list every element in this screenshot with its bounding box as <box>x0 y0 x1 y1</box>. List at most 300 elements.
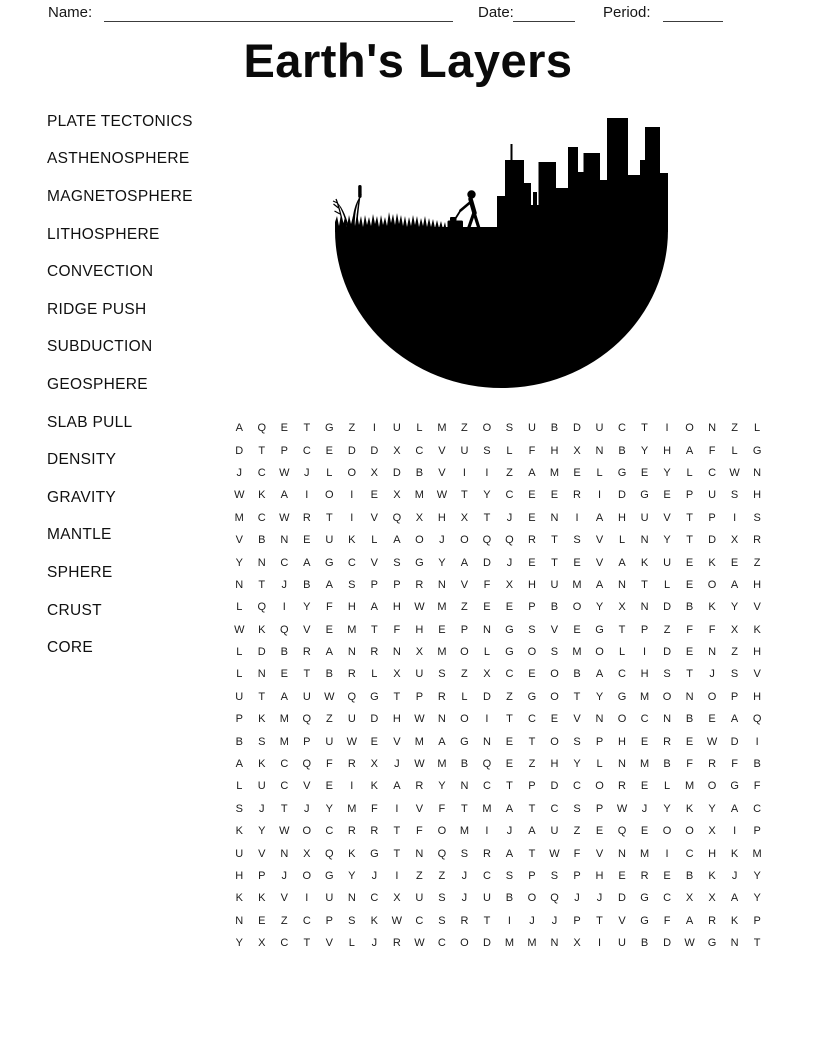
grid-letter: B <box>415 466 424 479</box>
grid-letter: O <box>437 825 447 838</box>
word-list-item: ASTHENOSPHERE <box>47 150 190 168</box>
grid-letter: Q <box>257 601 267 614</box>
grid-letter: G <box>370 690 379 703</box>
grid-letter: B <box>280 646 288 659</box>
grid-letter: K <box>730 914 739 927</box>
grid-letter: X <box>393 668 401 681</box>
grid-letter: S <box>235 802 243 815</box>
grid-letter: W <box>324 690 335 703</box>
grid-letter: K <box>708 556 716 569</box>
grid-letter: P <box>753 825 761 838</box>
grid-letter: C <box>257 511 266 524</box>
grid-letter: S <box>348 578 356 591</box>
grid-letter: U <box>392 422 401 435</box>
grid-letter: H <box>392 713 401 726</box>
grid-letter: S <box>505 870 514 882</box>
grid-letter: P <box>528 870 536 882</box>
grid-letter: X <box>415 511 424 524</box>
grid-letter: C <box>618 668 626 681</box>
grid-letter: Y <box>438 556 446 569</box>
grid-letter: P <box>280 444 288 457</box>
grid-letter: T <box>393 690 401 703</box>
word-list-item: GEOSPHERE <box>47 375 148 393</box>
word-list-item: DENSITY <box>47 451 117 469</box>
grid-letter: E <box>573 556 581 569</box>
grid-letter: I <box>485 825 489 838</box>
grid-letter: G <box>325 422 334 435</box>
grid-letter: A <box>730 802 739 815</box>
grid-letter: E <box>573 466 581 479</box>
grid-letter: O <box>302 825 312 838</box>
grid-letter: Y <box>753 870 761 882</box>
grid-letter: C <box>302 914 311 927</box>
grid-letter: C <box>280 556 289 569</box>
word-list-item: MANTLE <box>47 526 112 544</box>
grid-letter: B <box>550 601 559 614</box>
word-list <box>47 103 193 667</box>
grid-letter: K <box>708 870 716 882</box>
half-globe-shape <box>335 230 668 388</box>
grid-letter: D <box>482 556 491 569</box>
grid-letter: W <box>616 802 628 815</box>
grid-letter: I <box>305 892 309 905</box>
grid-letter: F <box>325 758 333 771</box>
grid-letter: F <box>686 623 693 636</box>
grid-letter: D <box>663 937 672 950</box>
grid-letter: J <box>371 870 378 882</box>
grid-letter: Y <box>753 892 761 905</box>
grid-letter: E <box>528 489 536 502</box>
grid-letter: F <box>483 578 491 591</box>
grid-letter: W <box>234 623 245 636</box>
grid-letter: M <box>437 646 447 659</box>
grid-letter: F <box>686 758 693 771</box>
grid-letter: F <box>325 601 333 614</box>
grid-letter: A <box>235 758 243 771</box>
grid-letter: A <box>325 578 333 591</box>
grid-letter: T <box>258 444 266 457</box>
grid-letter: Y <box>438 780 446 793</box>
grid-letter: A <box>438 735 446 748</box>
date-fill-line <box>513 4 575 22</box>
grid-letter: S <box>730 489 739 502</box>
grid-letter: K <box>640 556 649 569</box>
grid-letter: G <box>325 870 334 882</box>
grid-letter: K <box>730 847 739 860</box>
grid-letter: I <box>575 511 579 524</box>
grid-letter: X <box>708 825 716 838</box>
grid-letter: Q <box>482 534 492 547</box>
grid-letter: H <box>415 623 424 636</box>
word-list-item: SPHERE <box>47 563 113 581</box>
grid-letter: E <box>505 601 514 614</box>
grid-letter: D <box>730 735 739 748</box>
grid-letter: N <box>257 668 266 681</box>
grid-letter: V <box>235 534 243 547</box>
grid-letter: R <box>347 825 356 838</box>
grid-letter: K <box>258 489 266 502</box>
grid-letter: G <box>460 735 469 748</box>
date-label: Date: <box>478 4 514 21</box>
grid-letter: J <box>506 556 513 569</box>
grid-letter: B <box>235 735 243 748</box>
grid-letter: B <box>663 758 671 771</box>
grid-letter: C <box>482 870 491 882</box>
grid-letter: P <box>573 914 581 927</box>
grid-letter: Q <box>325 847 334 860</box>
grid-letter: U <box>347 713 356 726</box>
grid-letter: N <box>235 914 244 927</box>
grid-letter: K <box>258 713 266 726</box>
grid-letter: J <box>551 914 558 927</box>
grid-letter: M <box>437 422 447 435</box>
grid-letter: V <box>573 713 581 726</box>
grid-letter: Y <box>663 802 671 815</box>
grid-letter: T <box>303 422 311 435</box>
grid-letter: N <box>753 466 762 479</box>
grid-letter: A <box>595 578 604 591</box>
grid-letter: I <box>665 847 669 860</box>
grid-letter: O <box>550 668 559 681</box>
word-list-item: RIDGE PUSH <box>47 300 147 318</box>
grid-letter: M <box>414 489 424 502</box>
grid-letter: E <box>640 735 649 748</box>
grid-letter: X <box>303 847 311 860</box>
grid-letter: P <box>595 735 604 748</box>
grid-letter: O <box>617 713 627 726</box>
grid-letter: J <box>461 892 468 905</box>
grid-letter: N <box>437 578 446 591</box>
grid-letter: S <box>528 623 536 636</box>
grid-letter: O <box>595 646 604 659</box>
grid-letter: R <box>482 847 491 860</box>
grid-letter: V <box>595 556 604 569</box>
grid-letter: G <box>325 556 334 569</box>
grid-letter: D <box>663 601 672 614</box>
grid-letter: L <box>618 534 626 547</box>
grid-letter: T <box>686 511 693 524</box>
grid-letter: Z <box>731 646 738 659</box>
grid-letter: X <box>370 758 379 771</box>
grid-letter: N <box>663 713 672 726</box>
grid-letter: U <box>235 690 244 703</box>
grid-letter: M <box>347 623 357 636</box>
grid-letter: W <box>279 511 290 524</box>
grid-letter: C <box>618 422 626 435</box>
grid-letter: P <box>528 601 536 614</box>
grid-letter: F <box>708 444 716 457</box>
grid-letter: D <box>257 646 266 659</box>
grid-letter: H <box>235 870 244 882</box>
grid-letter: R <box>460 914 469 927</box>
grid-letter: C <box>663 892 672 905</box>
grid-letter: X <box>730 623 739 636</box>
grid-letter: T <box>551 534 558 547</box>
grid-letter: W <box>414 601 425 614</box>
grid-letter: F <box>438 802 446 815</box>
word-list-item: SUBDUCTION <box>47 338 153 356</box>
grid-letter: F <box>370 802 378 815</box>
grid-letter: Y <box>573 758 581 771</box>
grid-letter: X <box>505 578 514 591</box>
grid-letter: N <box>550 937 559 950</box>
grid-letter: R <box>302 646 311 659</box>
grid-letter: S <box>663 668 671 681</box>
grid-letter: R <box>302 511 311 524</box>
grid-letter: I <box>733 825 737 838</box>
grid-letter: V <box>370 556 379 569</box>
grid-letter: O <box>707 780 717 793</box>
grid-letter: P <box>573 870 581 882</box>
grid-letter: H <box>392 601 401 614</box>
grid-letter: E <box>303 534 311 547</box>
grid-letter: T <box>461 802 468 815</box>
grid-letter: O <box>572 601 582 614</box>
grid-letter: C <box>415 444 424 457</box>
grid-letter: C <box>370 892 379 905</box>
grid-letter: M <box>279 735 289 748</box>
grid-letter: I <box>350 780 354 793</box>
grid-letter: F <box>393 623 401 636</box>
grid-letter: B <box>303 578 311 591</box>
grid-letter: A <box>505 802 514 815</box>
grid-letter: K <box>348 534 356 547</box>
grid-letter: T <box>551 556 558 569</box>
grid-letter: V <box>753 668 761 681</box>
grid-letter: M <box>347 802 357 815</box>
grid-letter: I <box>485 713 489 726</box>
grid-letter: M <box>684 780 695 793</box>
grid-letter: H <box>595 870 604 882</box>
grid-letter: X <box>730 534 739 547</box>
word-search-grid <box>228 417 768 954</box>
grid-letter: H <box>640 668 649 681</box>
grid-letter: J <box>371 937 378 950</box>
grid-letter: W <box>684 937 695 950</box>
grid-letter: U <box>482 892 491 905</box>
grid-letter: K <box>258 892 266 905</box>
grid-letter: A <box>280 489 288 502</box>
period-label: Period: <box>603 4 651 21</box>
grid-letter: A <box>528 466 536 479</box>
grid-letter: U <box>325 735 334 748</box>
grid-letter: H <box>753 690 762 703</box>
word-list-item: SLAB PULL <box>47 413 133 431</box>
grid-letter: R <box>708 758 717 771</box>
grid-letter: V <box>753 601 761 614</box>
grid-letter: O <box>482 422 492 435</box>
grid-letter: O <box>460 534 469 547</box>
grid-letter: G <box>527 690 537 703</box>
grid-letter: O <box>325 489 334 502</box>
grid-letter: V <box>258 847 266 860</box>
grid-letter: I <box>597 489 602 502</box>
grid-letter: X <box>370 466 379 479</box>
grid-letter: O <box>707 690 717 703</box>
grid-letter: S <box>550 870 559 882</box>
grid-letter: N <box>280 534 289 547</box>
grid-letter: P <box>370 578 379 591</box>
grid-letter: B <box>550 422 559 435</box>
grid-letter: I <box>395 870 399 882</box>
grid-letter: C <box>753 802 762 815</box>
grid-letter: A <box>528 825 536 838</box>
grid-letter: U <box>415 668 424 681</box>
grid-letter: Z <box>731 422 738 435</box>
grid-letter: D <box>235 444 244 457</box>
grid-letter: T <box>596 914 603 927</box>
grid-letter: T <box>325 511 333 524</box>
grid-letter: Y <box>663 534 671 547</box>
grid-letter: X <box>573 444 581 457</box>
grid-letter: E <box>595 825 604 838</box>
grid-letter: O <box>460 646 469 659</box>
lawn-mower-man <box>448 190 480 232</box>
grid-letter: M <box>527 937 537 950</box>
grid-letter: V <box>438 444 446 457</box>
grid-letter: H <box>663 444 672 457</box>
grid-letter: E <box>685 578 694 591</box>
grid-letter: M <box>639 847 650 860</box>
grid-letter: Y <box>595 690 604 703</box>
grid-letter: E <box>280 422 288 435</box>
grid-letter: H <box>550 758 559 771</box>
grid-letter: N <box>618 847 626 860</box>
grid-letter: D <box>370 444 379 457</box>
grid-letter: C <box>257 466 266 479</box>
grid-letter: Z <box>461 422 468 435</box>
grid-letter: T <box>258 690 266 703</box>
grid-letter: L <box>236 646 243 659</box>
word-list-item: CRUST <box>47 601 102 619</box>
grid-letter: Q <box>617 825 627 838</box>
grid-letter: T <box>618 623 626 636</box>
grid-letter: I <box>350 511 354 524</box>
grid-letter: L <box>663 780 671 793</box>
grid-letter: J <box>596 892 603 905</box>
grid-letter: H <box>753 578 762 591</box>
grid-letter: V <box>393 735 401 748</box>
grid-letter: T <box>573 690 581 703</box>
grid-letter: J <box>304 466 310 479</box>
word-list-item: PLATE TECTONICS <box>47 112 193 130</box>
grid-letter: M <box>459 825 469 838</box>
grid-letter: N <box>280 847 289 860</box>
grid-letter: Y <box>483 489 491 502</box>
grid-letter: O <box>685 422 694 435</box>
grid-letter: K <box>370 780 379 793</box>
grid-letter: P <box>708 511 716 524</box>
grid-letter: G <box>707 937 717 950</box>
grid-letter: J <box>709 668 715 681</box>
grid-letter: V <box>280 892 288 905</box>
grid-letter: B <box>618 444 626 457</box>
grid-letter: W <box>729 466 740 479</box>
grid-letter: S <box>573 802 581 815</box>
grid-letter: N <box>618 758 626 771</box>
grid-letter: N <box>595 444 604 457</box>
grid-letter: N <box>685 690 694 703</box>
grid-letter: S <box>348 914 356 927</box>
grid-letter: Q <box>347 690 357 703</box>
grid-letter: F <box>416 825 423 838</box>
grid-letter: M <box>482 802 492 815</box>
word-list-item: CORE <box>47 639 93 657</box>
grid-letter: I <box>507 914 511 927</box>
grid-letter: A <box>618 556 626 569</box>
grid-letter: S <box>460 847 469 860</box>
grid-letter: B <box>325 668 333 681</box>
grid-letter: O <box>662 825 672 838</box>
grid-letter: N <box>460 780 469 793</box>
grid-letter: I <box>733 511 737 524</box>
grid-letter: Q <box>505 534 514 547</box>
grid-letter: C <box>708 466 717 479</box>
grid-letter: P <box>685 489 694 502</box>
grid-letter: E <box>573 623 581 636</box>
grid-letter: B <box>753 758 761 771</box>
grid-letter: E <box>258 914 266 927</box>
grid-letter: X <box>393 892 401 905</box>
grid-letter: U <box>595 422 604 435</box>
grid-letter: I <box>755 735 759 748</box>
grid-letter: R <box>640 870 649 882</box>
grid-letter: K <box>370 914 379 927</box>
grid-letter: A <box>235 422 243 435</box>
grid-letter: G <box>505 623 514 636</box>
grid-letter: N <box>347 646 356 659</box>
grid-letter: S <box>573 735 581 748</box>
grid-letter: B <box>258 534 266 547</box>
grid-letter: Q <box>482 758 492 771</box>
grid-letter: G <box>595 623 604 636</box>
grid-letter: S <box>730 668 739 681</box>
grid-letter: P <box>528 780 536 793</box>
grid-letter: Z <box>461 601 468 614</box>
grid-letter: U <box>708 489 717 502</box>
grid-letter: E <box>505 758 514 771</box>
grid-letter: J <box>731 870 738 882</box>
grid-letter: T <box>483 511 491 524</box>
grid-letter: M <box>437 601 447 614</box>
grid-letter: V <box>325 937 333 950</box>
grid-letter: C <box>280 758 289 771</box>
grid-letter: U <box>325 892 334 905</box>
grid-letter: E <box>550 713 559 726</box>
grid-letter: Y <box>595 601 604 614</box>
grid-letter: Z <box>528 758 536 771</box>
grid-letter: J <box>574 892 580 905</box>
grid-letter: G <box>415 556 424 569</box>
grid-letter: Q <box>302 713 312 726</box>
grid-letter: S <box>753 511 761 524</box>
grid-letter: P <box>460 623 469 636</box>
grid-letter: T <box>393 847 401 860</box>
grid-letter: B <box>640 937 649 950</box>
grid-letter: Z <box>348 422 356 435</box>
grid-letter: L <box>326 466 333 479</box>
grid-letter: E <box>640 780 649 793</box>
grid-letter: H <box>347 601 356 614</box>
grid-letter: H <box>618 511 626 524</box>
grid-letter: L <box>618 646 626 659</box>
grid-letter: R <box>370 646 379 659</box>
grid-letter: I <box>597 937 602 950</box>
grid-letter: E <box>685 646 694 659</box>
grid-letter: L <box>371 534 378 547</box>
grid-letter: W <box>436 489 448 502</box>
grid-letter: B <box>505 892 514 905</box>
